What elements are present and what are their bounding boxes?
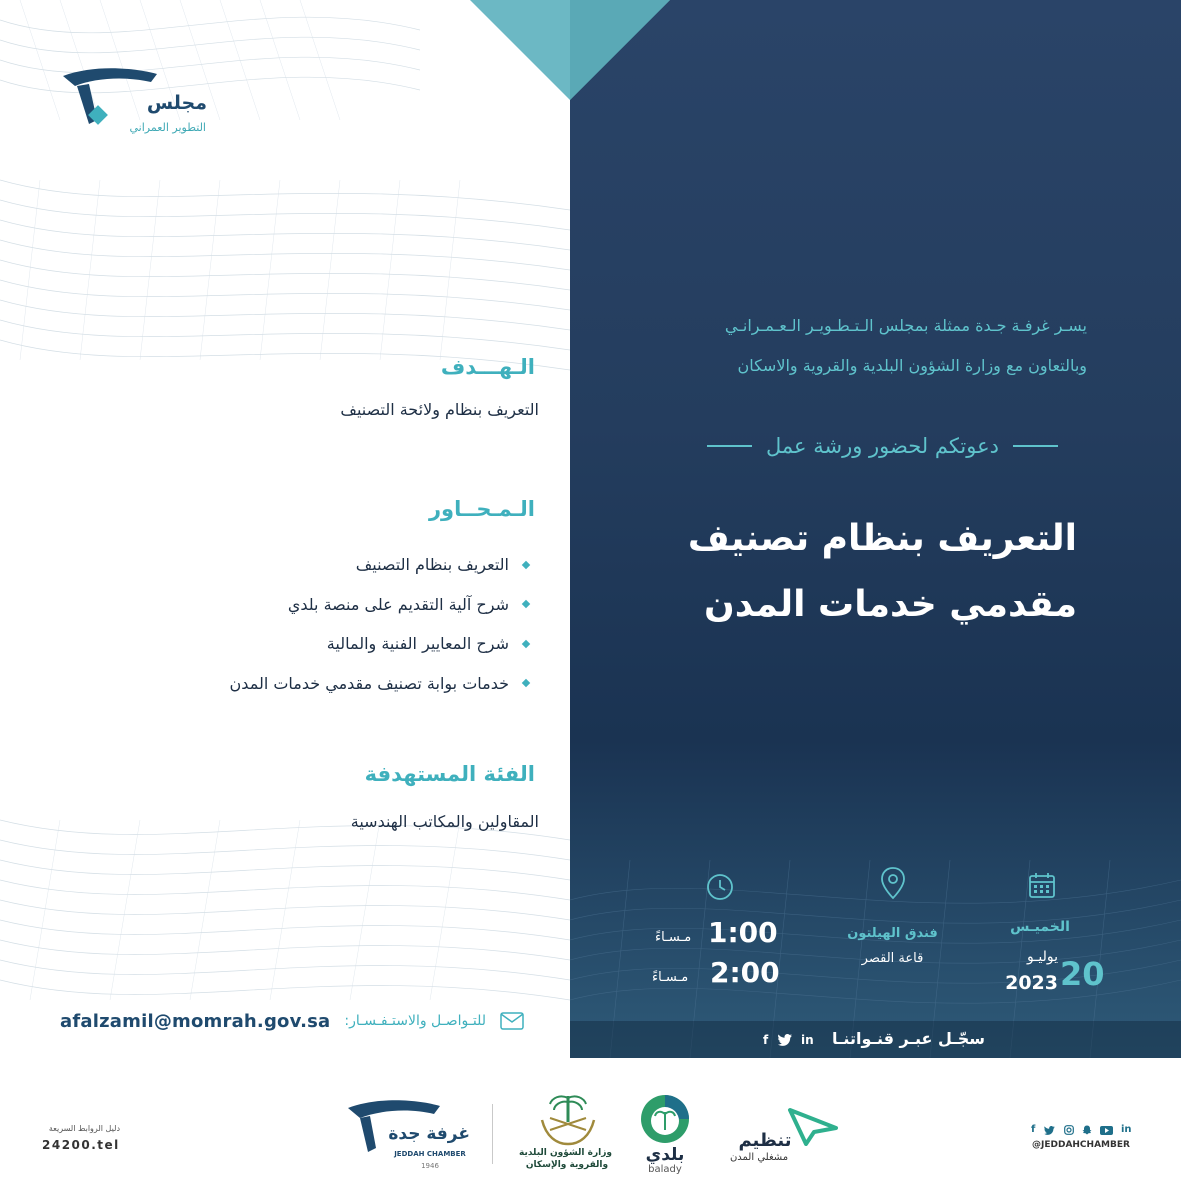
goal-heading: الـهـــدف: [440, 355, 535, 379]
venue-hall: قاعة القصر: [861, 951, 924, 966]
jeddah-chamber-arabic: غرفة جدة: [388, 1124, 470, 1144]
ministry-name-line-1: وزارة الشؤون البلدية: [518, 1148, 612, 1158]
quick-links-tel[interactable]: 24200.tel: [42, 1138, 120, 1152]
divider-line: [1013, 445, 1058, 447]
balady-english: balady: [648, 1164, 682, 1175]
wave-mesh-decoration: [0, 0, 570, 1058]
list-item: التعريف بنظام التصنيف: [109, 545, 529, 585]
mail-icon: [500, 1012, 524, 1030]
intro-line-2: وبالتعاون مع وزارة الشؤون البلدية والقروية والاسكان: [737, 356, 1087, 375]
tanzeem-arabic: تنظيم: [738, 1130, 792, 1151]
end-time-pm: مـسـاءً: [652, 970, 689, 985]
footer-divider: [492, 1104, 493, 1164]
contact-label: للتـواصـل والاستـفـسـار:: [344, 1013, 486, 1029]
facebook-icon[interactable]: f: [763, 1033, 769, 1047]
facebook-icon[interactable]: f: [1031, 1124, 1036, 1135]
event-year: 2023: [1005, 972, 1058, 994]
left-panel: [0, 0, 570, 1058]
event-day: 20: [1060, 955, 1105, 993]
intro-line-1: يسـر غرفـة جـدة ممثلة بمجلس الـتـطـويـر الـعـمـرانـي: [724, 316, 1087, 335]
invite-row: [680, 428, 1085, 464]
quick-links-label: دليل الروابط السريعة: [48, 1124, 120, 1133]
contact-row: [60, 1008, 535, 1034]
balady-arabic: بلدي: [645, 1145, 685, 1165]
start-time: 1:00: [708, 916, 778, 949]
axes-list: [109, 545, 529, 703]
contact-email-link[interactable]: afalzamil@momrah.gov.sa: [60, 1010, 331, 1032]
snapchat-icon[interactable]: [1082, 1125, 1092, 1135]
list-item: شرح آلية التقديم على منصة بلدي: [109, 585, 529, 625]
twitter-icon[interactable]: [1044, 1126, 1055, 1135]
social-label: سجّـل عبـر قنـواتنـا: [831, 1029, 985, 1048]
axes-heading: الـمـحــاور: [428, 497, 535, 521]
balady-logo-icon: [640, 1094, 690, 1144]
audience-text: المقاولين والمكاتب الهندسية: [350, 812, 539, 831]
location-pin-icon: [880, 866, 906, 900]
clock-icon: [705, 872, 735, 902]
start-time-pm: مـسـاءً: [655, 930, 692, 945]
logo-title: مجلس: [146, 92, 207, 114]
youtube-icon[interactable]: [1100, 1126, 1113, 1135]
diamond-bullet-icon: [522, 640, 530, 648]
goal-text: التعريف بنظام ولائحة التصنيف: [340, 400, 539, 419]
jeddah-chamber-year: 1946: [421, 1162, 439, 1170]
twitter-icon[interactable]: [778, 1034, 792, 1046]
workshop-title-line-1: التعريف بنظام تصنيف: [687, 518, 1077, 559]
ministry-emblem-icon: [536, 1092, 600, 1148]
event-month: يوليـو: [1027, 949, 1058, 965]
linkedin-icon[interactable]: in: [1121, 1124, 1132, 1135]
list-item: شرح المعايير الفنية والمالية: [109, 624, 529, 664]
invite-text: دعوتكم لحضور ورشة عمل: [765, 434, 1000, 458]
logo-subtitle: التطوير العمراني: [129, 121, 206, 134]
diamond-bullet-icon: [522, 561, 530, 569]
venue-name: فندق الهيلتون: [847, 926, 938, 941]
event-weekday: الخميـس: [1010, 919, 1070, 935]
ministry-name-line-2: والقروية والإسكان: [525, 1160, 609, 1170]
divider-line: [707, 445, 752, 447]
end-time: 2:00: [710, 956, 780, 989]
tanzeem-subtitle: مشغلي المدن: [729, 1152, 789, 1163]
linkedin-icon[interactable]: in: [801, 1033, 814, 1047]
workshop-title-line-2: مقدمي خدمات المدن: [703, 584, 1077, 625]
jeddah-chamber-english: JEDDAH CHAMBER: [394, 1150, 466, 1158]
list-item: خدمات بوابة تصنيف مقدمي خدمات المدن: [109, 664, 529, 704]
audience-heading: الفئة المستهدفة: [364, 762, 535, 786]
diamond-bullet-icon: [522, 600, 530, 608]
instagram-icon[interactable]: [1064, 1125, 1074, 1135]
calendar-icon: [1028, 872, 1056, 900]
diamond-bullet-icon: [522, 679, 530, 687]
social-handle: @JEDDAHCHAMBER: [1032, 1140, 1130, 1150]
